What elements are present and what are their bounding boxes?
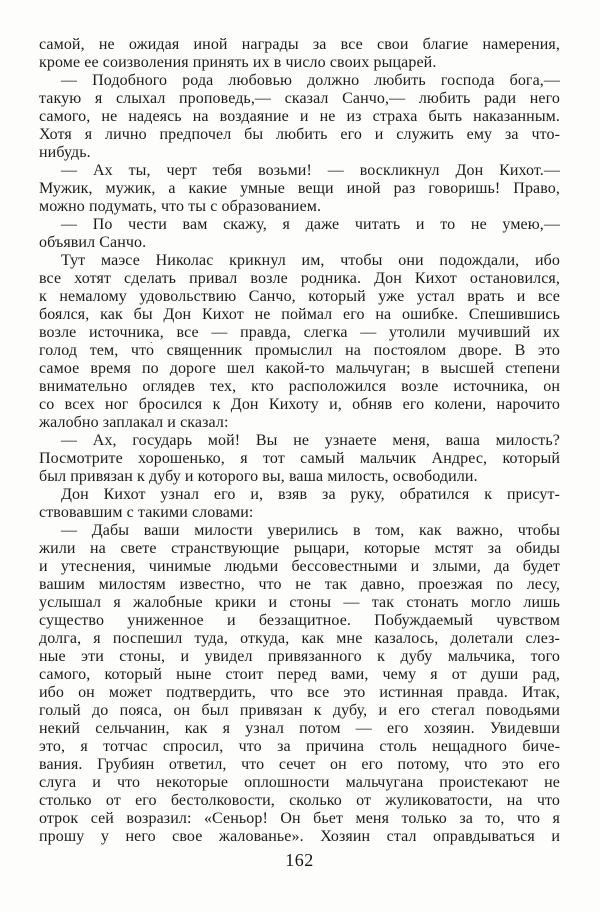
text-line: вашим милостям известно, что не так давно, проезжая по лесу, (39, 576, 560, 593)
text-line: возле источника, все — правда, слегка — утолили мучивший их (39, 324, 560, 341)
text-line: долга, я поспешил туда, откуда, как мне казалось, долетали слез- (39, 630, 560, 647)
text-line: боялся, как бы Дон Кихот не поймал его на ошибке. Спешившись (39, 306, 560, 323)
text-line: самой, не ожидая иной награды за все свои благие намерения, (39, 36, 560, 53)
paragraph (39, 252, 560, 432)
text-line: Дон Кихот узнал его и, взяв за руку, обратился к присут- (61, 486, 560, 503)
text-line: к немалому удовольствию Санчо, который уже устал врать и все (39, 288, 560, 305)
text-line: — Ах, государь мой! Вы не узнаете меня, ваша милость? (61, 432, 560, 449)
text-line: Хотя я лично предпочел бы любить его и служить ему за что- (39, 126, 560, 143)
text-line: Тут маэсе Николас крикнул им, чтобы они подождали, ибо (61, 252, 560, 269)
text-line: жалобно заплакал и сказал: (39, 414, 229, 431)
page-number: 162 (285, 850, 314, 870)
text-line: жили на свете странствующие рыцари, которые мстят за обиды (39, 540, 560, 557)
text-line: прошу у него свое жалованье». Хозяин стал оправдываться и (39, 828, 560, 845)
text-line: — Дабы ваши милости уверились в том, как важно, чтобы (61, 522, 560, 539)
text-line: все хотят сделать привал возле родника. Дон Кихот остановился, (39, 270, 560, 287)
paragraph (39, 522, 560, 846)
paragraph (39, 72, 560, 162)
text-line: слуга и что некоторые оплошности мальчугана проистекают не (39, 774, 560, 791)
text-line: голый до пояса, он был привязан к дубу, и его стегал поводьями (39, 702, 560, 719)
text-line: ствовавшим с такими словами: (39, 504, 254, 521)
text-line: самое время по дороге шел какой-то мальчуган; в высшей степени (39, 360, 560, 377)
text-line: некий сельчанин, как я узнал потом — его хозяин. Увидевши (39, 720, 560, 737)
text-line: объявил Санчо. (39, 234, 147, 251)
text-line: кроме ее соизволения принять их в число своих рыцарей. (39, 54, 437, 71)
text-line: со всех ног бросился к Дон Кихоту и, обняв его колени, нарочито (39, 396, 560, 413)
paragraph (39, 216, 560, 252)
text-line: ибо он может подтвердить, что все это истинная правда. Итак, (39, 684, 560, 701)
text-line: — Ах ты, черт тебя возьми! — воскликнул Дон Кихот.— (61, 162, 560, 179)
paragraph (39, 36, 560, 72)
paragraph (39, 432, 560, 486)
text-line: — Подобного рода любовью должно любить господа бога,— (61, 72, 560, 89)
text-line: был привязан к дубу и которого вы, ваша милость, освободили. (39, 468, 478, 485)
text-line: Посмотрите хорошенько, я тот самый мальчик Андрес, который (39, 450, 560, 467)
text-line: нибудь. (39, 144, 91, 161)
text-line: ные эти стоны, и увидел привязанного к дубу мальчика, того (39, 648, 560, 665)
text-line: можно подумать, что ты с образованием. (39, 198, 322, 215)
text-line: вания. Грубиян ответил, что сечет он его потому, что это его (39, 756, 560, 773)
text-column (39, 36, 560, 846)
paragraph (39, 486, 560, 522)
text-line: и утеснения, чинимые людьми бессовестными и злыми, да будет (39, 558, 560, 575)
text-line: это, я тотчас спросил, что за причина столь нещадного биче- (39, 738, 560, 755)
text-line: самого, который ныне стоит перед вами, чему я от души рад, (39, 666, 560, 683)
text-line: внимательно оглядев тех, кто расположился возле источника, он (39, 378, 560, 395)
text-line: услышал я жалобные крики и стоны — так стонать могло лишь (39, 594, 560, 611)
text-line: отрок сей возразил: «Сеньор! Он бьет меня только за то, что я (39, 810, 560, 827)
text-line: Мужик, мужик, а какие умные вещи иной раз говоришь! Право, (39, 180, 560, 197)
text-line: самого, не надеясь на воздаяние и не из страха быть наказанным. (39, 108, 560, 125)
text-line: столько от его бестолковости, сколько от жуликоватости, на что (39, 792, 560, 809)
paragraph (39, 162, 560, 216)
text-line: такую я слыхал проповедь,— сказал Санчо,— любить ради него (39, 90, 560, 107)
text-line: — По чести вам скажу, я даже читать и то не умею,— (61, 216, 560, 233)
text-line: существо униженное и беззащитное. Побуждаемый чувством (39, 612, 560, 629)
text-line: голод тем, что́ священник промыслил на постоялом дворе. В это (39, 342, 560, 359)
